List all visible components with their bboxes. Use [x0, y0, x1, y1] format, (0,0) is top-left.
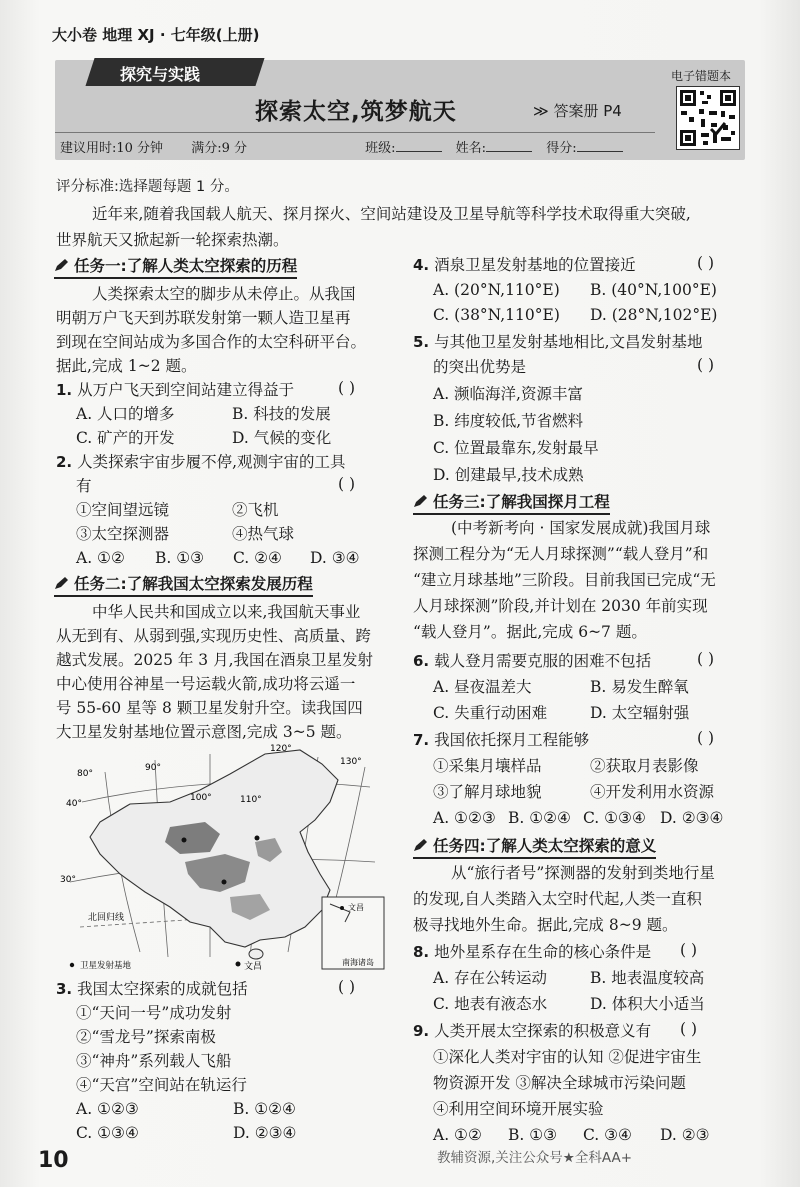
- task-2-text-1: 中华人民共和国成立以来,我国航天事业: [92, 603, 361, 621]
- task-2-text-2: 从无到有、从弱到强,实现历史性、高质量、跨: [56, 627, 371, 645]
- book-title: 大小卷 地理 XJ · 七年级(上册): [52, 26, 260, 44]
- class-label: 班级:: [365, 141, 396, 156]
- question-2: [56, 451, 346, 473]
- page-number: 10: [38, 1148, 69, 1173]
- time-suggestion: 建议用时:10 分钟: [60, 141, 164, 156]
- map-lon-90: 90°: [145, 763, 161, 773]
- q7-number: 7.: [413, 731, 430, 749]
- q7-item-2: ②获取月表影像: [590, 757, 699, 775]
- task-4-text-3: 极寻找地外生命。据此,完成 8~9 题。: [413, 916, 678, 934]
- q9-number: 9.: [413, 1022, 430, 1040]
- q6-stem: 载人登月需要克服的困难不包括: [434, 652, 652, 670]
- q7-item-4: ④开发利用水资源: [590, 783, 715, 801]
- class-blank: [396, 151, 442, 152]
- q5-option-a[interactable]: A. 濒临海洋,资源丰富: [433, 385, 583, 403]
- q7-option-b[interactable]: B. ①②④: [508, 809, 571, 827]
- task-3-text-1: (中考新考向 · 国家发展成就)我国月球: [451, 519, 711, 537]
- q6-option-d[interactable]: D. 太空辐射强: [590, 704, 690, 722]
- q2-answer-blank[interactable]: ( ): [338, 475, 356, 493]
- q6-option-a[interactable]: A. 昼夜温差大: [433, 678, 532, 696]
- q4-stem: 酒泉卫星发射基地的位置接近: [434, 256, 636, 274]
- task-2-label: 任务二:了解我国太空探索发展历程: [74, 575, 313, 593]
- q9-items-line-1: ①深化人类对宇宙的认知 ②促进宇宙生: [433, 1048, 702, 1066]
- q5-stem-2: 的突出优势是: [433, 358, 527, 376]
- question-1: [56, 379, 294, 401]
- scoring-standard: 评分标准:选择题每题 1 分。: [56, 179, 239, 195]
- task-2-text-4: 中心使用谷神星一号运载火箭,成功将云遥一: [56, 675, 356, 693]
- question-6: [413, 650, 651, 672]
- q5-number: 5.: [413, 333, 430, 351]
- task-1-text-2: 明朝万户飞天到苏联发射第一颗人造卫星再: [56, 309, 351, 327]
- task-2-text-5: 号 55-60 星等 8 颗卫星发射升空。读我国四: [56, 699, 363, 717]
- q8-answer-blank[interactable]: ( ): [680, 941, 698, 959]
- q7-item-1: ①采集月壤样品: [433, 757, 542, 775]
- task-3-heading: [413, 490, 610, 515]
- q9-items-line-2: 物资源开发 ③解决全球城市污染问题: [433, 1074, 686, 1092]
- pencil-icon: [54, 258, 70, 272]
- answer-reference: ≫ 答案册 P4: [533, 102, 622, 120]
- q7-item-3: ③了解月球地貌: [433, 783, 542, 801]
- q4-option-b[interactable]: B. (40°N,100°E): [590, 281, 717, 299]
- q2-item-3: ③太空探测器: [76, 525, 170, 543]
- intro-line-1: 近年来,随着我国载人航天、探月探火、空间站建设及卫星导航等科学技术取得重大突破,: [92, 205, 691, 223]
- task-3-text-4: 人月球探测”阶段,并计划在 2030 年前实现: [413, 597, 708, 615]
- q8-stem: 地外星系存在生命的核心条件是: [434, 943, 652, 961]
- footer-note: 教辅资源,关注公众号★全科AA+: [437, 1150, 633, 1166]
- q1-number: 1.: [56, 381, 73, 399]
- q8-option-d[interactable]: D. 体积大小适当: [590, 995, 705, 1013]
- q2-item-2: ②飞机: [232, 501, 279, 519]
- q3-stem: 我国太空探索的成就包括: [77, 980, 248, 998]
- q9-option-b[interactable]: B. ①③: [508, 1126, 558, 1144]
- q4-answer-blank[interactable]: ( ): [697, 254, 715, 272]
- q9-option-d[interactable]: D. ②③: [660, 1126, 710, 1144]
- task-3-text-2: 探测工程分为“无人月球探测”“载人登月”和: [413, 545, 709, 563]
- q4-number: 4.: [413, 256, 430, 274]
- q3-option-c[interactable]: C. ①③④: [76, 1124, 139, 1142]
- map-tropic-label: 北回归线: [88, 913, 125, 923]
- q9-stem: 人类开展太空探索的积极意义有: [434, 1022, 652, 1040]
- meta-row: [60, 137, 660, 156]
- q6-option-b[interactable]: B. 易发生醉氧: [590, 678, 689, 696]
- task-3-label: 任务三:了解我国探月工程: [433, 493, 610, 511]
- q3-item-4: ④“天宫”空间站在轨运行: [76, 1076, 247, 1094]
- q8-option-b[interactable]: B. 地表温度较高: [590, 969, 705, 987]
- q5-option-c[interactable]: C. 位置最靠东,发射最早: [433, 439, 599, 457]
- q3-item-3: ③“神舟”系列载人飞船: [76, 1052, 232, 1070]
- qr-code-icon[interactable]: [676, 86, 740, 150]
- map-lat-40: 40°: [66, 799, 82, 809]
- full-score: 满分:9 分: [191, 141, 247, 156]
- task-4-heading: [413, 834, 656, 859]
- q3-item-2: ②“雪龙号”探索南极: [76, 1028, 216, 1046]
- q4-option-c[interactable]: C. (38°N,110°E): [433, 306, 560, 324]
- name-label: 姓名:: [455, 141, 487, 156]
- map-lon-120: 120°: [270, 744, 292, 754]
- task-1-text-1: 人类探索太空的脚步从未停止。从我国: [92, 285, 356, 303]
- q3-option-a[interactable]: A. ①②③: [76, 1100, 139, 1118]
- q5-stem: 与其他卫星发射基地相比,文昌发射基地: [434, 333, 703, 351]
- q9-option-c[interactable]: C. ③④: [583, 1126, 632, 1144]
- q7-option-d[interactable]: D. ②③④: [660, 809, 724, 827]
- task-2-heading: [54, 572, 313, 597]
- task-3-text-3: “建立月球基地”三阶段。目前我国已完成“无: [413, 571, 716, 589]
- task-4-label: 任务四:了解人类太空探索的意义: [433, 837, 657, 855]
- q4-option-a[interactable]: A. (20°N,110°E): [433, 281, 560, 299]
- q7-option-c[interactable]: C. ①③④: [583, 809, 646, 827]
- score-blank: [577, 151, 623, 152]
- q1-option-a[interactable]: A. 人口的增多: [76, 405, 175, 423]
- q2-item-4: ④热气球: [232, 525, 295, 543]
- q6-answer-blank[interactable]: ( ): [697, 650, 715, 668]
- q3-item-1: ①“天问一号”成功发射: [76, 1004, 232, 1022]
- task-4-text-1: 从“旅行者号”探测器的发射到类地行星: [451, 864, 715, 882]
- q7-stem: 我国依托探月工程能够: [434, 731, 590, 749]
- map-lon-110: 110°: [240, 795, 262, 805]
- map-legend: 卫星发射基地: [80, 961, 132, 971]
- task-3-text-5: “载人登月”。据此,完成 6~7 题。: [413, 623, 647, 641]
- map-inset-wenchang: 文昌: [348, 903, 364, 912]
- q2-item-1: ①空间望远镜: [76, 501, 170, 519]
- question-4: [413, 254, 636, 276]
- task-1-heading: [54, 254, 297, 279]
- q9-items-line-3: ④利用空间环境开展实验: [433, 1100, 604, 1118]
- q8-option-c[interactable]: C. 地表有液态水: [433, 995, 548, 1013]
- q8-number: 8.: [413, 943, 430, 961]
- map-lon-80: 80°: [77, 769, 93, 779]
- question-3: [56, 978, 248, 1000]
- q2-option-a[interactable]: A. ①②: [76, 549, 125, 567]
- question-8: [413, 941, 651, 963]
- error-book-label: 电子错题本: [671, 69, 732, 83]
- task-1-text-3: 到现在空间站成为多国合作的太空科研平台。: [56, 333, 367, 351]
- q7-answer-blank[interactable]: ( ): [697, 729, 715, 747]
- map-inset-label: 南海诸岛: [342, 958, 374, 967]
- q2-stem: 人类探索宇宙步履不停,观测宇宙的工具: [77, 453, 346, 471]
- pencil-icon: [413, 838, 429, 852]
- task-1-text-4: 据此,完成 1~2 题。: [56, 357, 197, 375]
- pencil-icon: [413, 494, 429, 508]
- section-label: 探究与实践: [120, 65, 201, 84]
- q2-number: 2.: [56, 453, 73, 471]
- q5-option-b[interactable]: B. 纬度较低,节省燃料: [433, 412, 584, 430]
- map-lat-30: 30°: [60, 875, 76, 885]
- launch-site-map: [60, 742, 387, 974]
- q3-option-d[interactable]: D. ②③④: [233, 1124, 297, 1142]
- q1-option-d[interactable]: D. 气候的变化: [232, 429, 332, 447]
- task-1-label: 任务一:了解人类太空探索的历程: [74, 257, 298, 275]
- q1-answer-blank[interactable]: ( ): [338, 379, 356, 397]
- q6-number: 6.: [413, 652, 430, 670]
- task-4-text-2: 的发现,自人类踏入太空时代起,人类一直积: [413, 890, 702, 908]
- name-blank: [486, 151, 532, 152]
- q3-number: 3.: [56, 980, 73, 998]
- map-lon-130: 130°: [340, 757, 362, 767]
- q3-option-b[interactable]: B. ①②④: [233, 1100, 296, 1118]
- task-2-text-6: 大卫星发射基地位置示意图,完成 3~5 题。: [56, 723, 352, 741]
- q1-stem: 从万户飞天到空间站建立得益于: [77, 381, 295, 399]
- map-lon-100: 100°: [190, 793, 212, 803]
- question-9: [413, 1020, 651, 1042]
- china-outline: [90, 750, 338, 947]
- q8-option-a[interactable]: A. 存在公转运动: [433, 969, 548, 987]
- q5-answer-blank[interactable]: ( ): [697, 356, 715, 374]
- question-5: [413, 331, 703, 353]
- pencil-icon: [54, 576, 70, 590]
- q2-option-d[interactable]: D. ③④: [310, 549, 360, 567]
- q2-option-c[interactable]: C. ②④: [233, 549, 282, 567]
- score-label: 得分:: [546, 141, 577, 156]
- q5-option-d[interactable]: D. 创建最早,技术成熟: [433, 466, 584, 484]
- q9-option-a[interactable]: A. ①②: [433, 1126, 482, 1144]
- map-wenchang-label: 文昌: [244, 962, 263, 972]
- intro-line-2: 世界航天又掀起新一轮探索热潮。: [56, 231, 289, 249]
- question-7: [413, 729, 589, 751]
- task-2-text-3: 越式发展。2025 年 3 月,我国在酒泉卫星发射: [56, 651, 374, 669]
- q9-answer-blank[interactable]: ( ): [680, 1020, 698, 1038]
- q2-option-b[interactable]: B. ①③: [155, 549, 205, 567]
- title-band-divider: [55, 132, 655, 133]
- q2-stem-2: 有: [76, 477, 92, 495]
- q4-option-d[interactable]: D. (28°N,102°E): [590, 306, 718, 324]
- q7-option-a[interactable]: A. ①②③: [433, 809, 496, 827]
- q3-answer-blank[interactable]: ( ): [338, 978, 356, 996]
- page-title: 探索太空,筑梦航天: [255, 99, 457, 125]
- q1-option-c[interactable]: C. 矿产的开发: [76, 429, 175, 447]
- q6-option-c[interactable]: C. 失重行动困难: [433, 704, 548, 722]
- q1-option-b[interactable]: B. 科技的发展: [232, 405, 331, 423]
